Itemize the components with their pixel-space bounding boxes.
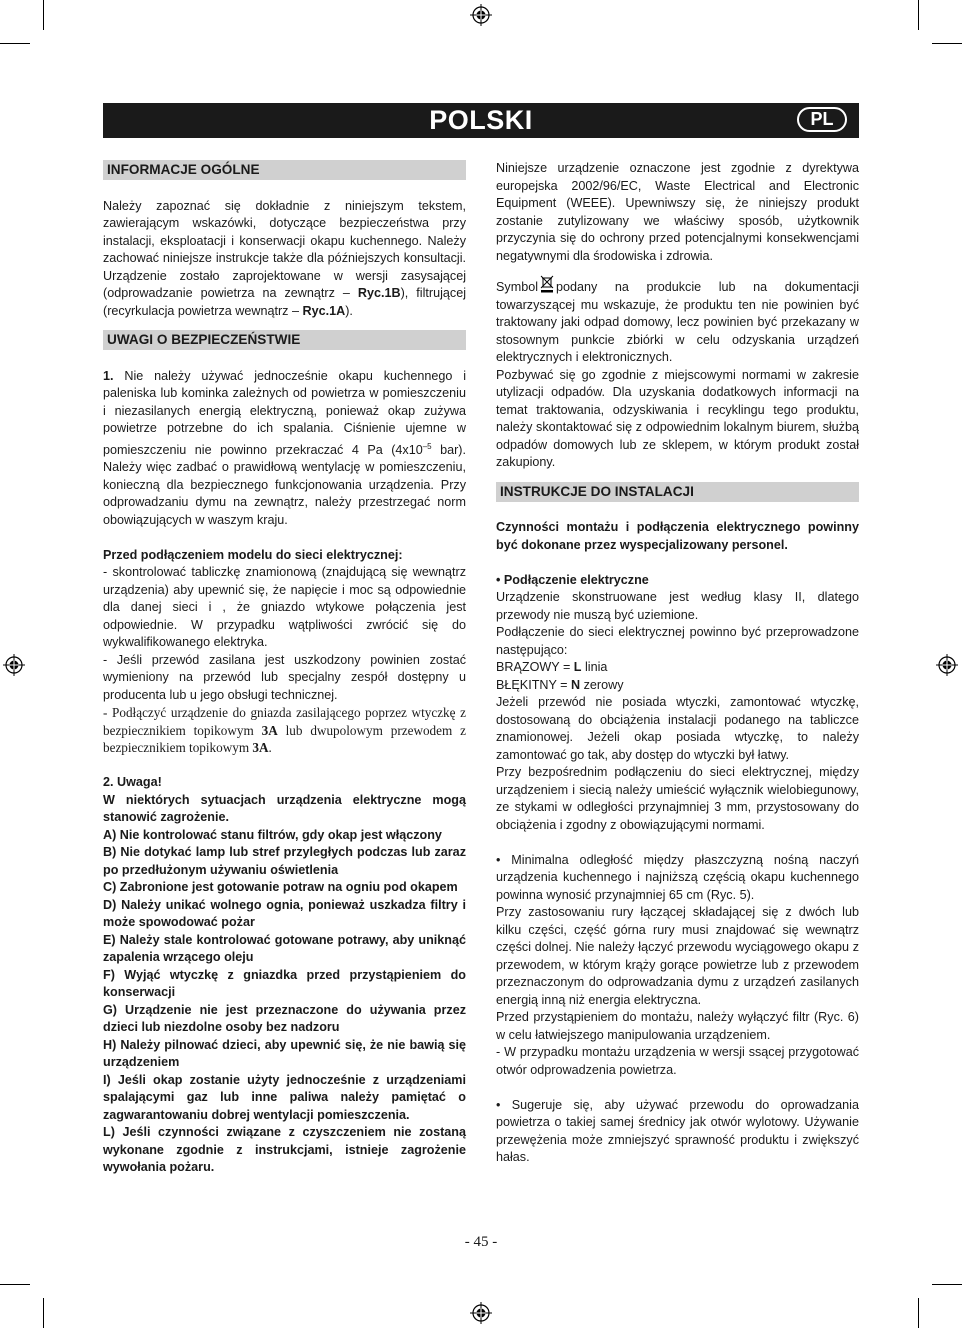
crop-mark — [932, 1284, 962, 1285]
install-paragraph-3: Jeżeli przewód nie posiada wtyczki, zamontować wtyczkę, dostosowaną do obciążenia instalacji podanego na tabliczce znamionowej. Jeżeli okap posiada wtyczkę, to należy zamontować go tak, aby dostęp do wtyczki był łatwy. — [496, 695, 859, 762]
warning-item-d: D) Należy unikać wolnego ognia, ponieważ uszkadza filtry i może spowodować pożar — [103, 897, 466, 930]
warning-item-f: F) Wyjąć wtyczkę z gniazdka przed przystąpieniem do konserwacji — [103, 967, 466, 1000]
section-heading-general: INFORMACJE OGÓLNE — [103, 160, 466, 180]
install-paragraph-8: - W przypadku montażu urządzenia w wersji ssącej przygotować otwór odprowadzenia powietrza. — [496, 1045, 859, 1077]
crop-mark — [918, 1298, 919, 1328]
warning-item-c: C) Zabronione jest gotowanie potraw na ogniu pod okapem — [103, 880, 458, 895]
warning-item-l: L) Jeśli czynności związane z czyszczeniem nie zostaną wykonane zgodnie z instrukcjami, istnieje zagrożenie wywołania pożaru. — [103, 1125, 466, 1175]
warning-intro: W niektórych sytuacjach urządzenia elektryczne mogą stanowić zagrożenie. — [103, 792, 466, 825]
electrical-connection-heading: • Podłączenie elektryczne — [496, 572, 649, 587]
install-paragraph-2: Podłączenie do sieci elektrycznej powinno być przeprowadzone następująco: — [496, 625, 859, 657]
right-column — [496, 160, 859, 1167]
safety-paragraph-1: 1. Nie należy używać jednocześnie okapu kuchennego i paleniska lub kominka zależnych od powietrza w pomieszczeniu i niezasilanych energią elektryczną, ponieważ okap zużywa powietrze potrzebne do ich spalania. Ciśnienie ujemne w pomieszczeniu nie powinno przekraczać 4 Pa ($4x10^{-5}$ bar). Należy więc zadbać o prawidłową wentylację w pomieszczeniu, konieczną dla bezpiecznego funkcjonowania urządzenia. Przy odprowadzaniu dymu na zewnątrz, należy przestrzegać norm obowiązujących w waszym kraju. — [103, 368, 466, 527]
registration-mark-icon — [470, 4, 492, 26]
crop-mark — [43, 1298, 44, 1328]
installation-note: Czynności montażu i podłączenia elektrycznego powinny być dokonane przez wyspecjalizowany personel. — [496, 520, 859, 552]
weee-paragraph-1: Niniejsze urządzenie oznaczone jest zgodnie z dyrektywa europejska 2002/96/EC, Waste Electrical and Electronic Equipment (WEEE). Upewniwszy się, że niniejszy produkt zostanie zutylizowany we właściwy sposób, użytkownik przyczynia się do ochrony przed potencjalnymi konsekwencjami negatywnymi dla środowiska i zdrowia. — [496, 161, 859, 263]
install-paragraph-1: Urządzenie skonstruowane jest według klasy II, dlatego przewody nie muszą być uziemione. — [496, 590, 859, 622]
warning-item-i: I) Jeśli okap zostanie użyty jednocześnie z urządzeniami spalającymi gaz lub inne paliwa należy pamiętać o zagwarantowaniu dobrej wentylacji pomieszczenia. — [103, 1072, 466, 1122]
crop-mark — [0, 1284, 30, 1285]
registration-mark-icon — [3, 654, 25, 676]
weee-paragraph-2: Symbol podany na produkcie lub na dokumentacji towarzyszącej mu wskazuje, że produktu ten nie powinien być traktowany jaki odpad domowy, lecz powinien być przekazany w stosownym punkcie zbiórki w celu odzyskania urządzeń elektrycznych i elektronicznych. — [496, 275, 859, 367]
wire-blue: BŁĘKITNY = N zerowy — [496, 677, 624, 692]
language-header-bar — [103, 103, 859, 138]
crop-mark — [932, 43, 962, 44]
install-paragraph-4: Przy bezpośrednim podłączeniu do sieci elektrycznej, między urządzeniem i siecią należy umieścić wyłącznik wielobiegunowy, ze stykami w odległości przynajmniej 3 mm, przystosowany do obciążenia i zgodny z obowiązującymi normami. — [496, 765, 859, 832]
registration-mark-icon — [936, 654, 958, 676]
general-info-paragraph: Należy zapoznać się dokładnie z niniejszym tekstem, zawierającym wskazówki, dotyczące bezpieczeństwa przy instalacji, eksploatacji i konserwacji okapu kuchennego. Należy zachować niniejsze instrukcje także dla późniejszych konsultacji. Urządzenie zostało zaprojektowane w wersji zasysającej (odprowadzanie powietrza na zewnątrz – Ryc.1B), filtrującej (recyrkulacja powietrza wewnątrz – Ryc.1A). — [103, 198, 466, 318]
page-title: POLSKI — [429, 105, 533, 135]
crossed-bin-icon — [540, 275, 554, 293]
page-number: - 45 - — [464, 1234, 498, 1250]
section-heading-installation: INSTRUKCJE DO INSTALACJI — [496, 482, 859, 502]
warning-item-a: A) Nie kontrolować stanu filtrów, gdy okap jest włączony — [103, 827, 442, 842]
crop-mark — [43, 0, 44, 30]
wire-brown: BRĄZOWY = L linia — [496, 660, 608, 674]
section-heading-safety: UWAGI O BEZPIECZEŃSTWIE — [103, 330, 466, 350]
crop-mark — [0, 43, 30, 44]
electrical-subheading: Przed podłączeniem modelu do sieci elektrycznej: — [103, 547, 403, 562]
install-paragraph-9: • Sugeruje się, aby używać przewodu do oprowadzania powietrza o takiej samej średnicy jak otwór wylotowy. Używanie przewężenia może zmniejszyć sprawność produktu i zwiększyć hałas. — [496, 1097, 859, 1164]
install-paragraph-6: Przy zastosowaniu rury łączącej składającej się z dwóch lub kilku części, część górna rury musi znajdować się wewnątrz części dolnej. Nie należy łączyć przewodu wyciągowego okapu z przewodem, w którym krąży gorące powietrze lub z przewodem przeznaczonym do odprowadzania dymu z urządzeń zasilanych energią inną niż energia elektryczna. — [496, 905, 859, 1007]
weee-paragraph-3: Pozbywać się go zgodnie z miejscowymi normami w zakresie utylizacji odpadów. Dla uzyskania dodatkowych informacji na temat traktowania, odzyskiwania i recyklingu tego produktu, należy skontaktować się z odpowiednim lokalnym biurem, służbą odpadów domowych lub ze sklepem, w którym produkt został zakupiony. — [496, 367, 859, 469]
warning-item-e: E) Należy stale kontrolować gotowane potrawy, aby uniknąć zapalenia wrzącego oleju — [103, 932, 466, 965]
install-paragraph-7: Przed przystąpieniem do montażu, należy wyłączyć filtr (Ryc. 6) w celu łatwiejszego manipulowania urządzeniem. — [496, 1010, 859, 1042]
warning-item-g: G) Urządzenie nie jest przeznaczone do używania przez dzieci lub niezdolne osoby bez nadzoru — [103, 1002, 466, 1035]
safety-paragraph-3: - Jeśli przewód zasilana jest uszkodzony powinien zostać wymieniony na przewód lub specjalny zespół dostępny u producenta lub u jego obsługi technicznej. — [103, 652, 466, 702]
registration-mark-icon — [470, 1302, 492, 1324]
warning-item-h: H) Należy pilnować dzieci, aby upewnić się, że nie bawią się urządzeniem — [103, 1037, 466, 1070]
warning-item-b: B) Nie dotykać lamp lub stref przyległych podczas lub zaraz po przedłużonym używaniu oświetlenia — [103, 845, 466, 877]
safety-paragraph-4: - Podłączyć urządzenie do gniazda zasilającego poprzez wtyczkę z bezpiecznikiem topikowym 3A lub dwupolowym przewodem z bezpiecznikiem topikowym 3A. — [103, 705, 466, 756]
safety-paragraph-2: - skontrolować tabliczkę znamionową (znajdującą się wewnątrz urządzenia) aby upewnić się, że napięcie i moc są odpowiednie dla danej sieci i , że gniazdo wtykowe połączenia jest odpowiednie. W przypadku wątpliwości zwrócić się do wykwalifikowanego elektryka. — [103, 565, 466, 650]
install-paragraph-5: • Minimalna odległość między płaszczyzną nośną naczyń urządzenia kuchennego i najniższą częścią okapu kuchennego powinna wynosić przynajmniej 65 cm (Ryc. 5). — [496, 852, 859, 902]
crop-mark — [918, 0, 919, 30]
language-badge: PL — [797, 107, 847, 132]
left-column — [103, 160, 466, 1177]
warning-title: 2. Uwaga! — [103, 775, 162, 790]
